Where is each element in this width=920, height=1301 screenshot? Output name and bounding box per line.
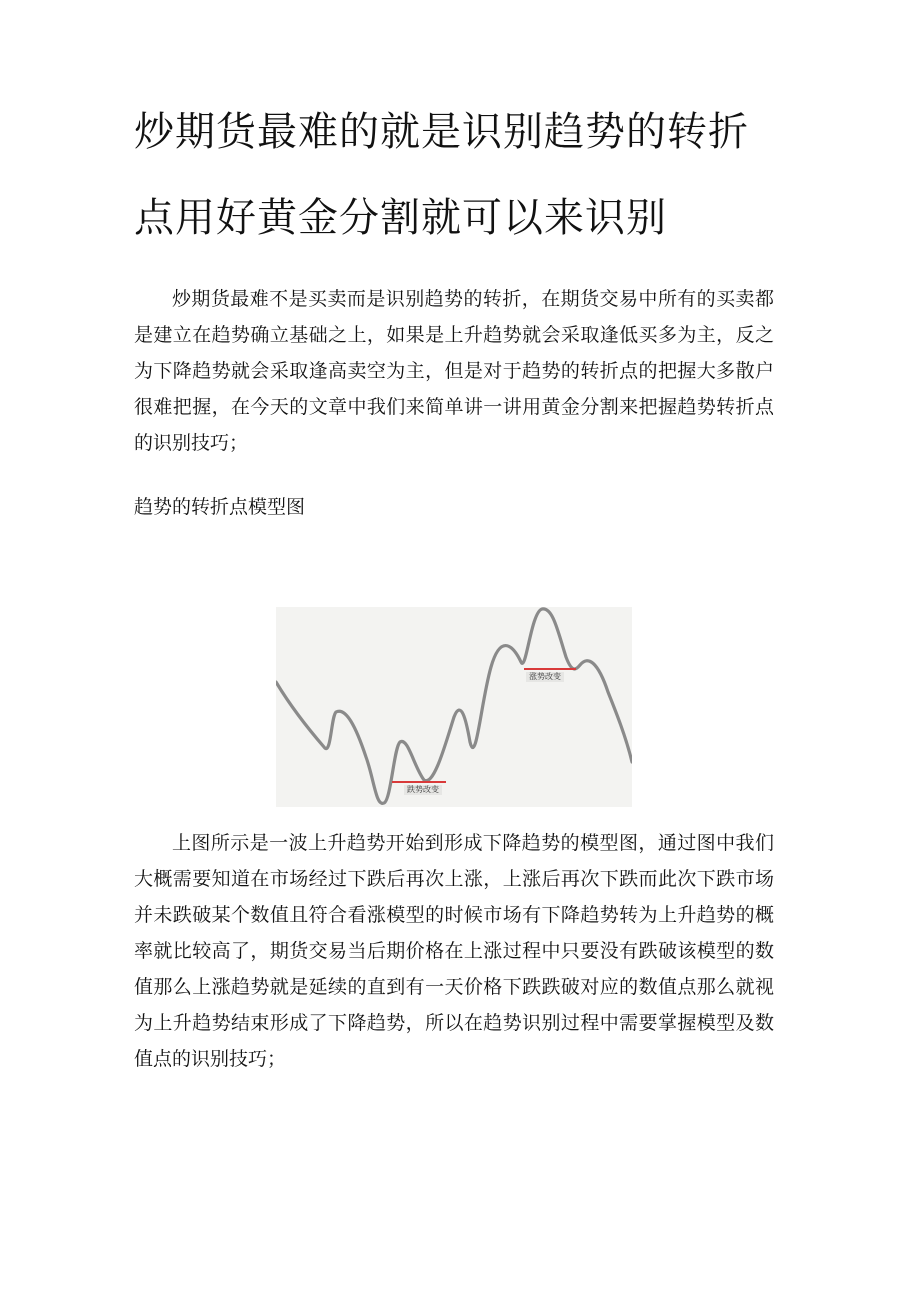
title-line-1: 炒期货最难的就是识别趋势的转折 <box>134 109 749 155</box>
trend-model-figure <box>276 607 632 807</box>
title-line-2: 点用好黄金分割就可以来识别 <box>134 195 667 241</box>
price-wave-line <box>276 609 632 803</box>
intro-paragraph: 炒期货最难不是买卖而是识别趋势的转折，在期货交易中所有的买卖都是建立在趋势确立基础之上，如果是上升趋势就会采取逢低买多为主，反之为下降趋势就会采取逢高卖空为主，但是对于趋势的转折点的把握大多散户很难把握，在今天的文章中我们来简单讲一讲用黄金分割来把握趋势转折点的识别技巧； <box>134 288 774 454</box>
figure-caption: 趋势的转折点模型图 <box>134 496 306 518</box>
explanation-paragraph: 上图所示是一波上升趋势开始到形成下降趋势的模型图，通过图中我们大概需要知道在市场经过下跌后再次上涨，上涨后再次下跌而此次下跌市场并未跌破某个数值且符合看涨模型的时候市场有下降趋势转为上升趋势的概率就比较高了，期货交易当后期价格在上涨过程中只要没有跌破该模型的数值那么上涨趋势就是延续的直到有一天价格下跌跌破对应的数值点那么就视为上升趋势结束形成了下降趋势，所以在趋势识别过程中需要掌握模型及数值点的识别技巧； <box>134 832 774 1070</box>
trend-wave-diagram <box>276 607 632 807</box>
label-downtrend-change: 跌势改变 <box>404 785 442 795</box>
label-uptrend-change: 涨势改变 <box>526 672 564 682</box>
